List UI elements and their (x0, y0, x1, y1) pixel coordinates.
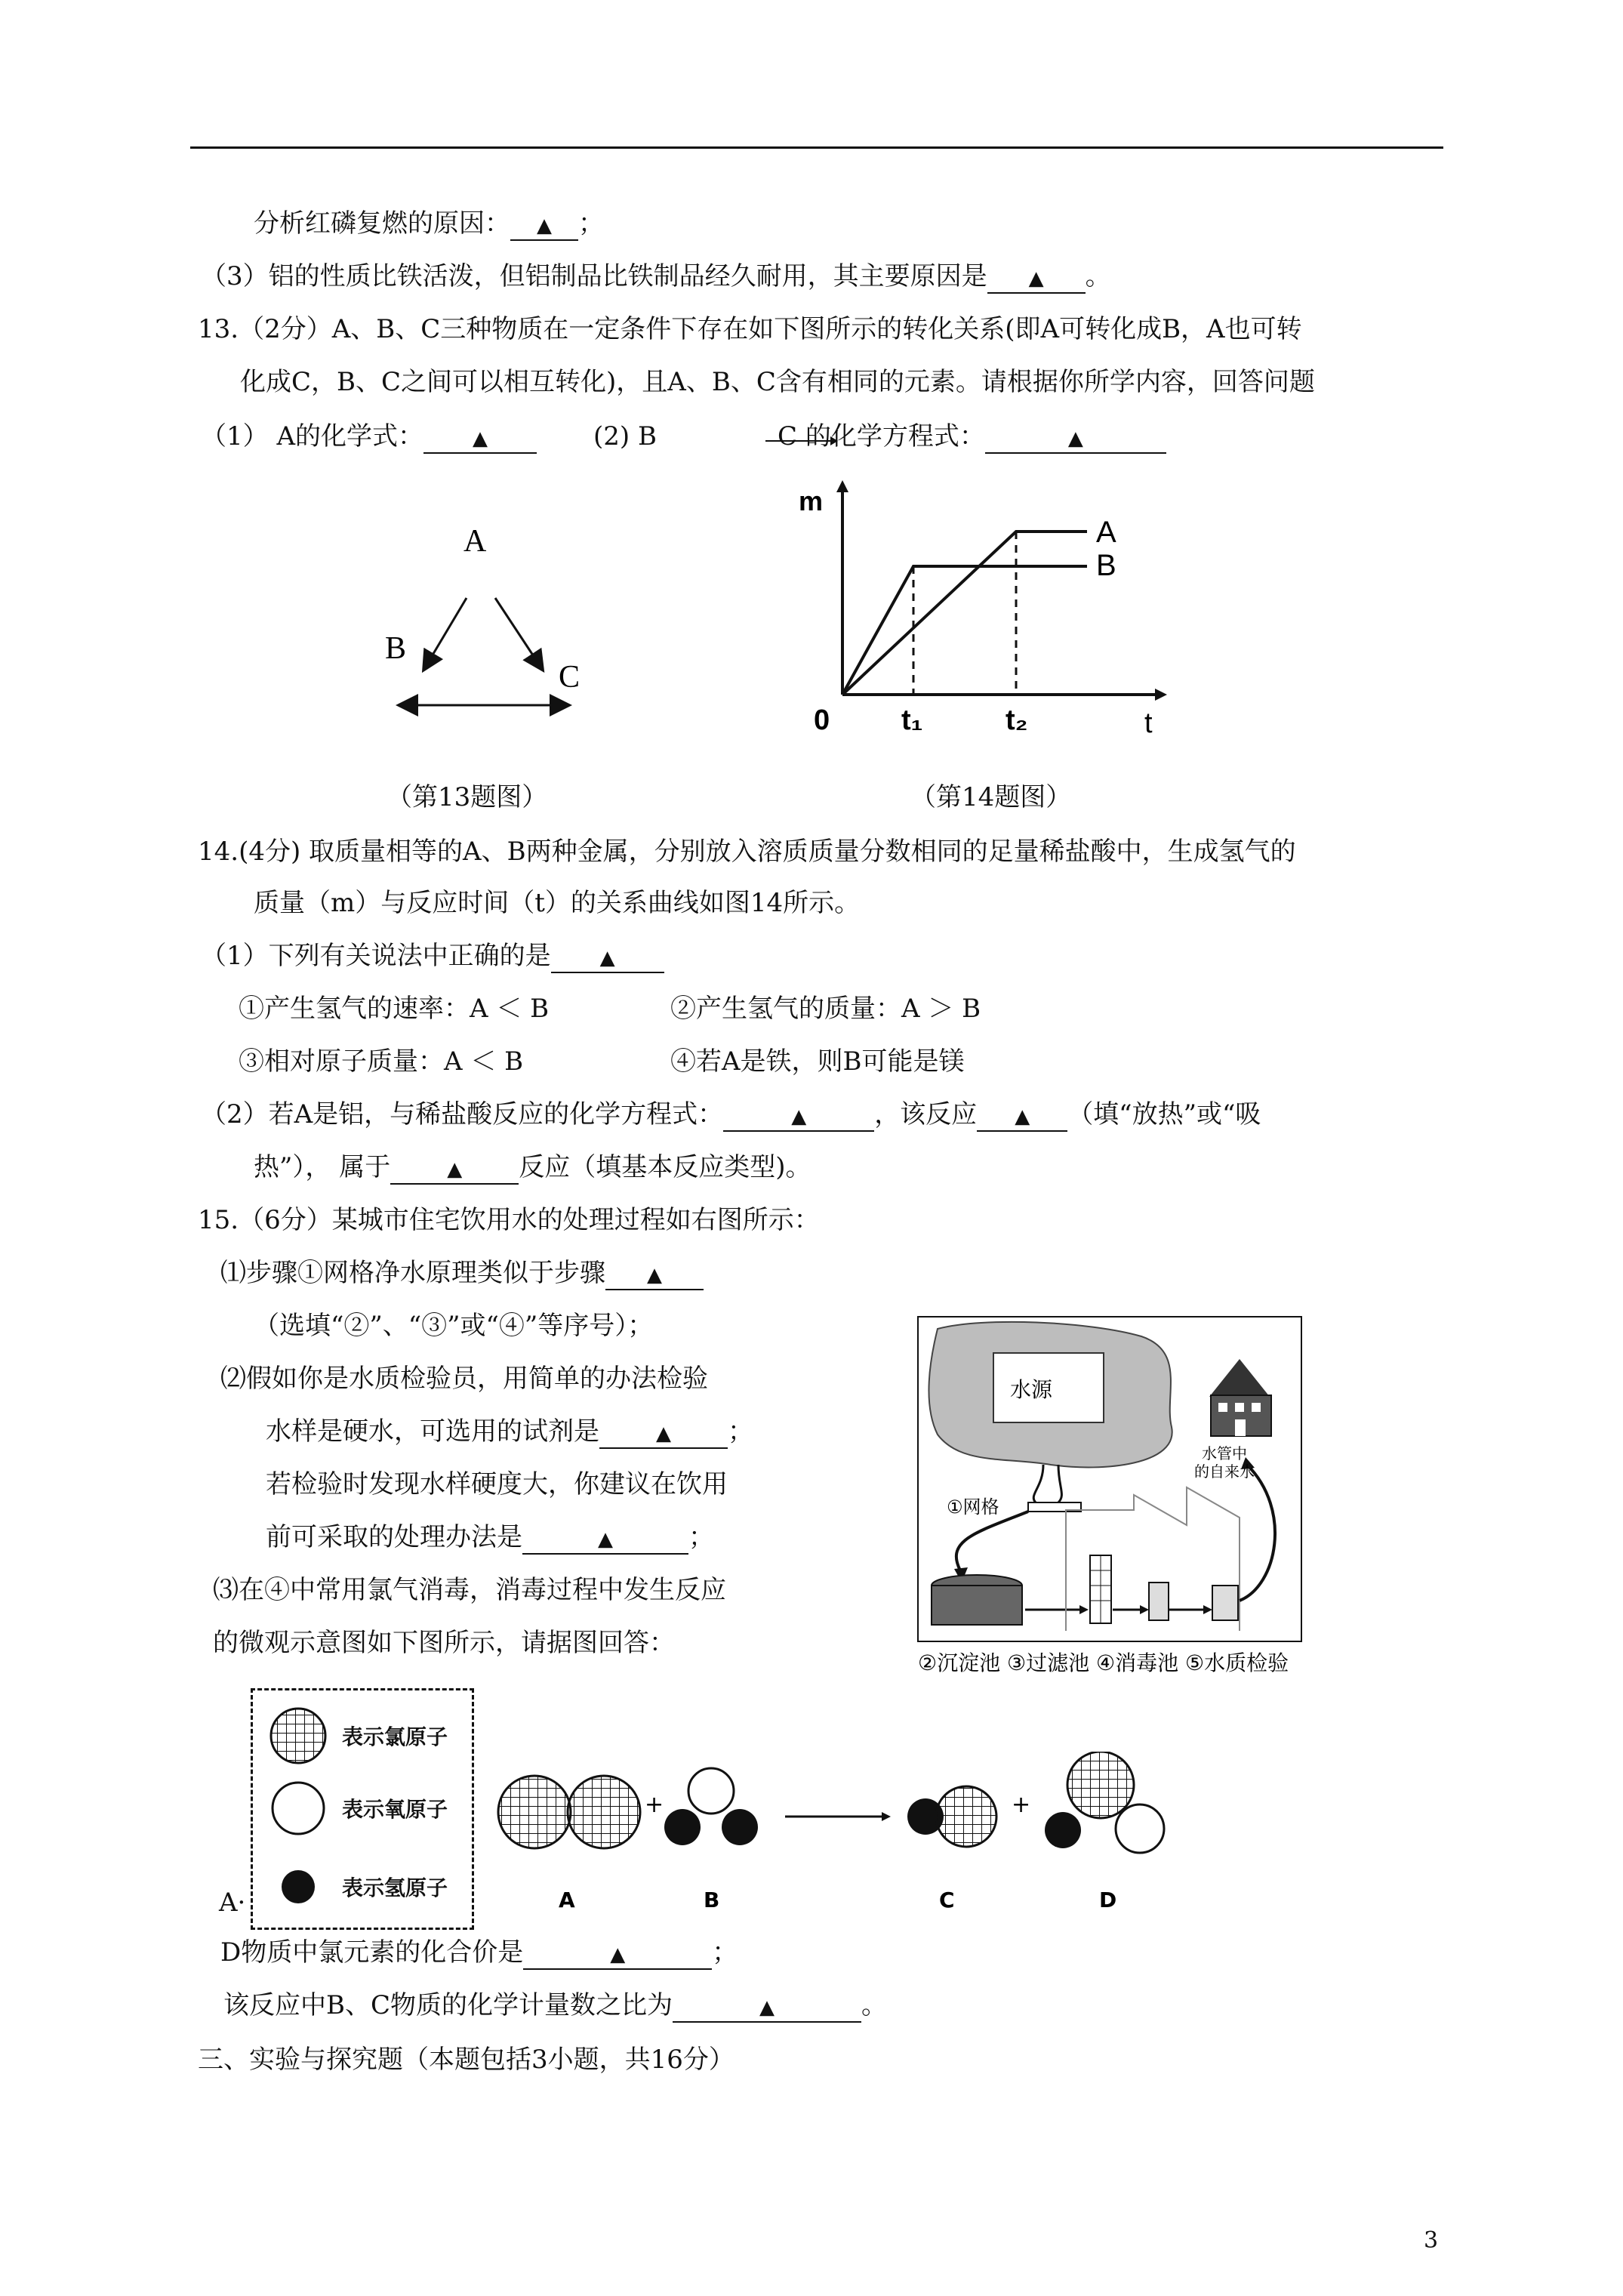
steps-caption: ②沉淀池 ③过滤池 ④消毒池 ⑤水质检验 (918, 1650, 1289, 1675)
series-A-line (842, 532, 1087, 695)
tick-t2: t₂ (1006, 704, 1028, 736)
q15-s2d: 前可采取的处理办法是 ▲ ； (266, 1521, 714, 1555)
q14-sub1: （1）下列有关说法中正确的是 ▲ (201, 939, 664, 973)
header-rule (190, 146, 1443, 149)
q15-ratio: 该反应中B、C物质的化学计量数之比为 ▲ 。 (223, 1989, 887, 2023)
reaction-diagram (483, 1752, 1208, 1925)
disinfection-icon (1149, 1583, 1169, 1620)
origin-label: 0 (814, 704, 830, 736)
q13-sub2: (2) B (593, 421, 657, 451)
q13-transform-diagram (370, 521, 619, 740)
text-line: 分析红磷复燃的原因： ▲ ； (254, 207, 604, 241)
q14-sub2: （2）若A是铝，与稀盐酸反应的化学方程式： ▲ ，该反应 ▲ （填“放热”或“吸 (201, 1098, 1261, 1132)
answer-blank[interactable]: ▲ (599, 1418, 728, 1449)
q14-sub2-cont: 热”）， 属于 ▲ 反应（填基本反应类型)。 (254, 1151, 811, 1185)
series-B-label: B (1096, 549, 1116, 582)
label-B: B (704, 1888, 720, 1912)
molecule-A (498, 1776, 640, 1848)
arrow-A-to-C (495, 598, 542, 669)
q13-line2: 化成C，B、C之间可以相互转化)，且A、B、C含有相同的元素。请根据你所学内容，回答问题 (240, 367, 1315, 397)
legend-item-cl: 表示氯原子 (268, 1706, 448, 1766)
molecule-C (907, 1786, 996, 1847)
svg-text:水管中: 水管中 (1202, 1444, 1247, 1462)
svg-text:水源: 水源 (1010, 1377, 1053, 1402)
answer-blank[interactable]: ▲ (605, 1259, 704, 1290)
label-A: A (559, 1888, 575, 1912)
q14-option-1: ①产生氢气的速率：A ＜ B (239, 994, 550, 1024)
answer-blank[interactable]: ▲ (522, 1524, 688, 1555)
node-B: B (385, 631, 407, 666)
q14-option-3: ③相对原子质量：A ＜ B (239, 1046, 524, 1077)
page-number: 3 (1424, 2227, 1439, 2254)
series-B-line (842, 566, 1087, 695)
answer-blank[interactable]: ▲ (985, 423, 1166, 454)
label-D: D (1099, 1888, 1117, 1912)
q14-line-chart (770, 476, 1238, 747)
series-A-label: A (1096, 516, 1116, 549)
answer-blank[interactable]: ▲ (977, 1101, 1067, 1132)
legend-item-o: 表示氧原子 (268, 1778, 448, 1838)
q13-line1: 13.（2分）A、B、C三种物质在一定条件下存在如下图所示的转化关系(即A可转化成B，A也可转 (198, 314, 1302, 344)
q13-caption: （第13题图） (387, 782, 548, 812)
water-treatment-figure (915, 1314, 1307, 1684)
molecule-B (664, 1768, 758, 1845)
svg-text:的自来水: 的自来水 (1194, 1462, 1255, 1481)
answer-blank[interactable]: ▲ (390, 1154, 519, 1185)
node-C: C (559, 660, 581, 695)
q15-s2b: 水样是硬水，可选用的试剂是 ▲ ； (266, 1415, 753, 1449)
molecule-D (1045, 1752, 1164, 1853)
q15-line1: 15.（6分）某城市住宅饮用水的处理过程如右图所示： (198, 1205, 820, 1235)
legend-box (251, 1688, 474, 1930)
q15-s2c: 若检验时发现水样硬度大，你建议在饮用 (266, 1469, 728, 1499)
q13-sub2-mid: C 的化学方程式： ▲ (778, 420, 1166, 454)
a-marker: A· (219, 1888, 246, 1918)
answer-blank[interactable]: ▲ (551, 942, 664, 973)
legend-item-h: 表示氢原子 (268, 1857, 448, 1917)
node-A: A (463, 524, 487, 559)
svg-text:+: + (1012, 1792, 1031, 1818)
svg-text:+: + (645, 1792, 664, 1818)
tick-t1: t₁ (901, 704, 923, 736)
y-axis-label: m (799, 485, 824, 516)
q15-s1: ⑴步骤①网格净水原理类似于步骤 ▲ (220, 1256, 704, 1290)
q15-s1b: （选填“②”、“③”或“④”等序号）； (254, 1311, 654, 1341)
answer-blank[interactable]: ▲ (987, 263, 1086, 294)
sedimentation-tank (932, 1586, 1022, 1625)
q14-line2: 质量（m）与反应时间（t）的关系曲线如图14所示。 (254, 888, 861, 918)
label-C: C (939, 1888, 955, 1912)
q13-sub1: （1） A的化学式： ▲ (201, 420, 537, 454)
x-axis-label: t (1144, 707, 1153, 739)
answer-blank[interactable]: ▲ (673, 1992, 861, 2023)
q14-line1: 14.(4分) 取质量相等的A、B两种金属，分别放入溶质质量分数相同的足量稀盐酸中，生成氢气的 (198, 837, 1296, 867)
q15-s2a: ⑵假如你是水质检验员，用简单的办法检验 (220, 1364, 708, 1394)
q14-caption: （第14题图） (910, 782, 1072, 812)
inspection-icon (1212, 1586, 1238, 1620)
section-3-heading: 三、实验与探究题（本题包括3小题，共16分） (198, 2045, 735, 2075)
answer-blank[interactable]: ▲ (723, 1101, 874, 1132)
answer-blank[interactable]: ▲ (423, 423, 537, 454)
answer-blank[interactable]: ▲ (523, 1939, 712, 1970)
q14-option-2: ②产生氢气的质量：A ＞ B (670, 994, 981, 1024)
text-line: （3）铝的性质比铁活泼，但铝制品比铁制品经久耐用，其主要原因是 ▲ 。 (201, 260, 1111, 294)
q14-option-4: ④若A是铁，则B可能是镁 (670, 1046, 965, 1077)
svg-text:①网格: ①网格 (947, 1496, 999, 1518)
q15-s3a: ⑶在④中常用氯气消毒，消毒过程中发生反应 (213, 1575, 726, 1605)
q15-s3b: 的微观示意图如下图所示，请据图回答： (213, 1628, 675, 1658)
answer-blank[interactable]: ▲ (510, 210, 578, 241)
arrow-A-to-B (424, 598, 467, 669)
q15-d-valence: D物质中氯元素的化合价是 ▲ ； (220, 1936, 738, 1970)
